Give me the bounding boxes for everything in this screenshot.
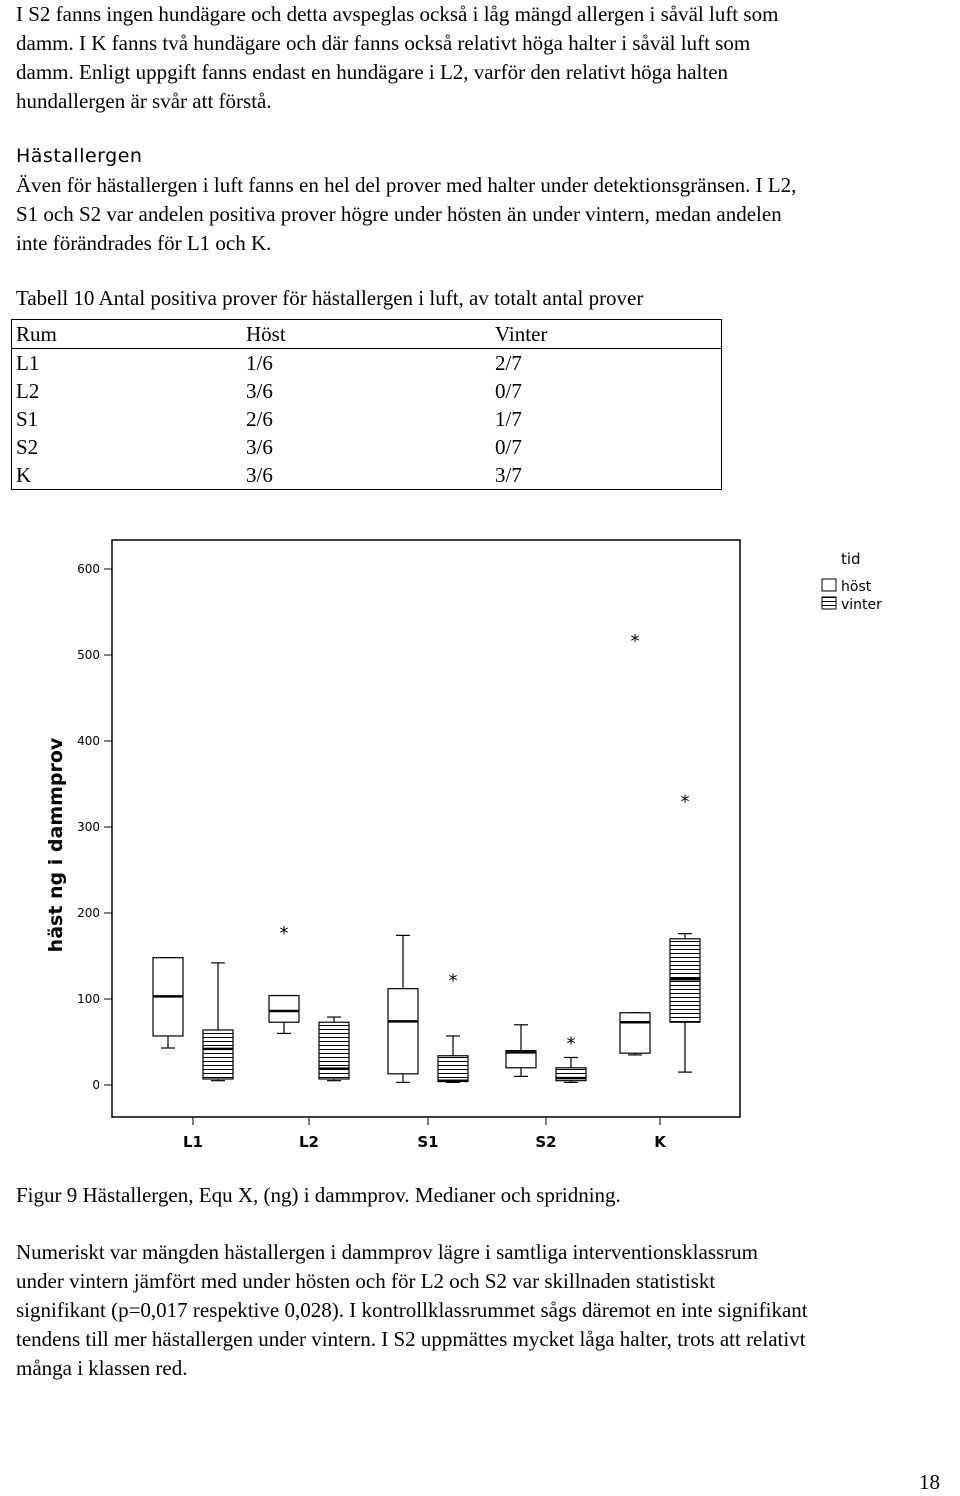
table-cell: 0/7 xyxy=(491,433,722,461)
intro-line: damm. Enligt uppgift fanns endast en hundägare i L2, varför den relativt höga halten xyxy=(16,60,729,84)
intro-line: damm. I K fanns två hundägare och där fanns också relativt höga halter i såväl luft som xyxy=(16,31,751,55)
page-number: 18 xyxy=(919,1470,940,1494)
section-paragraph xyxy=(16,141,946,258)
box-body xyxy=(438,1056,468,1082)
table-row xyxy=(12,405,722,433)
legend-label-vinter: vinter xyxy=(841,597,882,613)
box-vinter-L2 xyxy=(319,1017,349,1081)
box-body xyxy=(203,1030,233,1079)
x-tick-label: L1 xyxy=(183,1133,203,1151)
intro-line: I S2 fanns ingen hundägare och detta avspeglas också i låg mängd allergen i såväl luft som xyxy=(16,2,779,26)
table-cell: 0/7 xyxy=(491,377,722,405)
figure-caption: Figur 9 Hästallergen, Equ X, (ng) i dammprov. Medianer och spridning. xyxy=(16,1183,621,1207)
legend-title: tid xyxy=(841,550,861,568)
table-cell: 3/7 xyxy=(491,461,722,490)
outlier-star: * xyxy=(566,1033,576,1055)
closing-line: under vintern jämfört med under hösten och för L2 och S2 var skillnaden statistiskt xyxy=(16,1269,716,1293)
box-body xyxy=(269,996,299,1023)
closing-paragraph xyxy=(16,1238,946,1383)
table-cell: 2/6 xyxy=(246,407,273,431)
table-cell: K xyxy=(12,461,243,490)
table-header-cell: Höst xyxy=(242,320,491,349)
table-cell: 1/6 xyxy=(246,351,273,375)
table-cell: S2 xyxy=(12,433,243,461)
table-cell: 3/6 xyxy=(246,379,273,403)
table-cell: L2 xyxy=(12,377,243,405)
y-tick-label: 500 xyxy=(77,648,100,662)
box-body xyxy=(319,1022,349,1079)
table-cell: L1 xyxy=(12,349,243,378)
outlier-star: * xyxy=(448,970,458,992)
table-cell: 1/7 xyxy=(491,405,722,433)
table-cell: 3/6 xyxy=(246,435,273,459)
box-body xyxy=(670,939,700,1022)
x-tick-label: S2 xyxy=(535,1133,557,1151)
legend-label-host: höst xyxy=(841,579,872,595)
table-row xyxy=(12,349,722,378)
outlier-star: * xyxy=(630,630,640,652)
closing-line: signifikant (p=0,017 respektive 0,028). I kontrollklassrummet sågs däremot en inte signifikant xyxy=(16,1298,808,1322)
x-tick-label: L2 xyxy=(299,1133,319,1151)
table-row xyxy=(12,461,722,490)
box-body xyxy=(388,989,418,1074)
table-cell: 3/6 xyxy=(242,461,491,490)
y-tick-label: 300 xyxy=(77,820,100,834)
y-tick-label: 200 xyxy=(77,906,100,920)
outlier-star: * xyxy=(279,923,289,945)
y-tick-label: 400 xyxy=(77,734,100,748)
table-cell: 2/7 xyxy=(491,349,722,378)
y-tick-label: 100 xyxy=(77,992,100,1006)
closing-line: Numeriskt var mängden hästallergen i dammprov lägre i samtliga interventionsklassrum xyxy=(16,1240,759,1264)
section-line: S1 och S2 var andelen positiva prover högre under hösten än under vintern, medan andelen xyxy=(16,202,782,226)
boxplot-chart xyxy=(0,525,960,1165)
closing-line: tendens till mer hästallergen under vintern. I S2 uppmättes mycket låga halter, trots att relativt xyxy=(16,1327,806,1351)
table-header-row xyxy=(12,320,722,349)
box-body xyxy=(620,1013,650,1053)
section-line: inte förändrades för L1 och K. xyxy=(16,231,272,255)
table-cell: S1 xyxy=(12,405,243,433)
y-axis xyxy=(77,562,112,1092)
legend xyxy=(822,550,882,613)
legend-swatch-vinter xyxy=(822,597,836,609)
x-tick-label: K xyxy=(654,1133,666,1151)
table-header-cell: Vinter xyxy=(491,320,722,349)
intro-line: hundallergen är svår att förstå. xyxy=(16,89,272,113)
section-heading: Hästallergen xyxy=(16,145,143,167)
intro-paragraph xyxy=(16,0,946,116)
y-tick-label: 600 xyxy=(77,562,100,576)
table-header-cell: Rum xyxy=(12,320,243,349)
x-tick-label: S1 xyxy=(417,1133,439,1151)
table-row xyxy=(12,377,722,405)
y-tick-label: 0 xyxy=(92,1078,100,1092)
table-row xyxy=(12,433,722,461)
box-höst-L1 xyxy=(153,958,183,1048)
closing-line: många i klassen red. xyxy=(16,1356,188,1380)
y-axis-label: häst ng i dammprov xyxy=(45,737,67,953)
table-caption: Tabell 10 Antal positiva prover för hästallergen i luft, av totalt antal prover xyxy=(16,286,644,310)
positive-samples-table xyxy=(11,319,722,490)
section-line: Även för hästallergen i luft fanns en hel del prover med halter under detektionsgränsen. I L2, xyxy=(16,173,797,197)
outlier-star: * xyxy=(680,791,690,813)
legend-swatch-host xyxy=(822,579,836,591)
x-axis xyxy=(183,1117,667,1151)
